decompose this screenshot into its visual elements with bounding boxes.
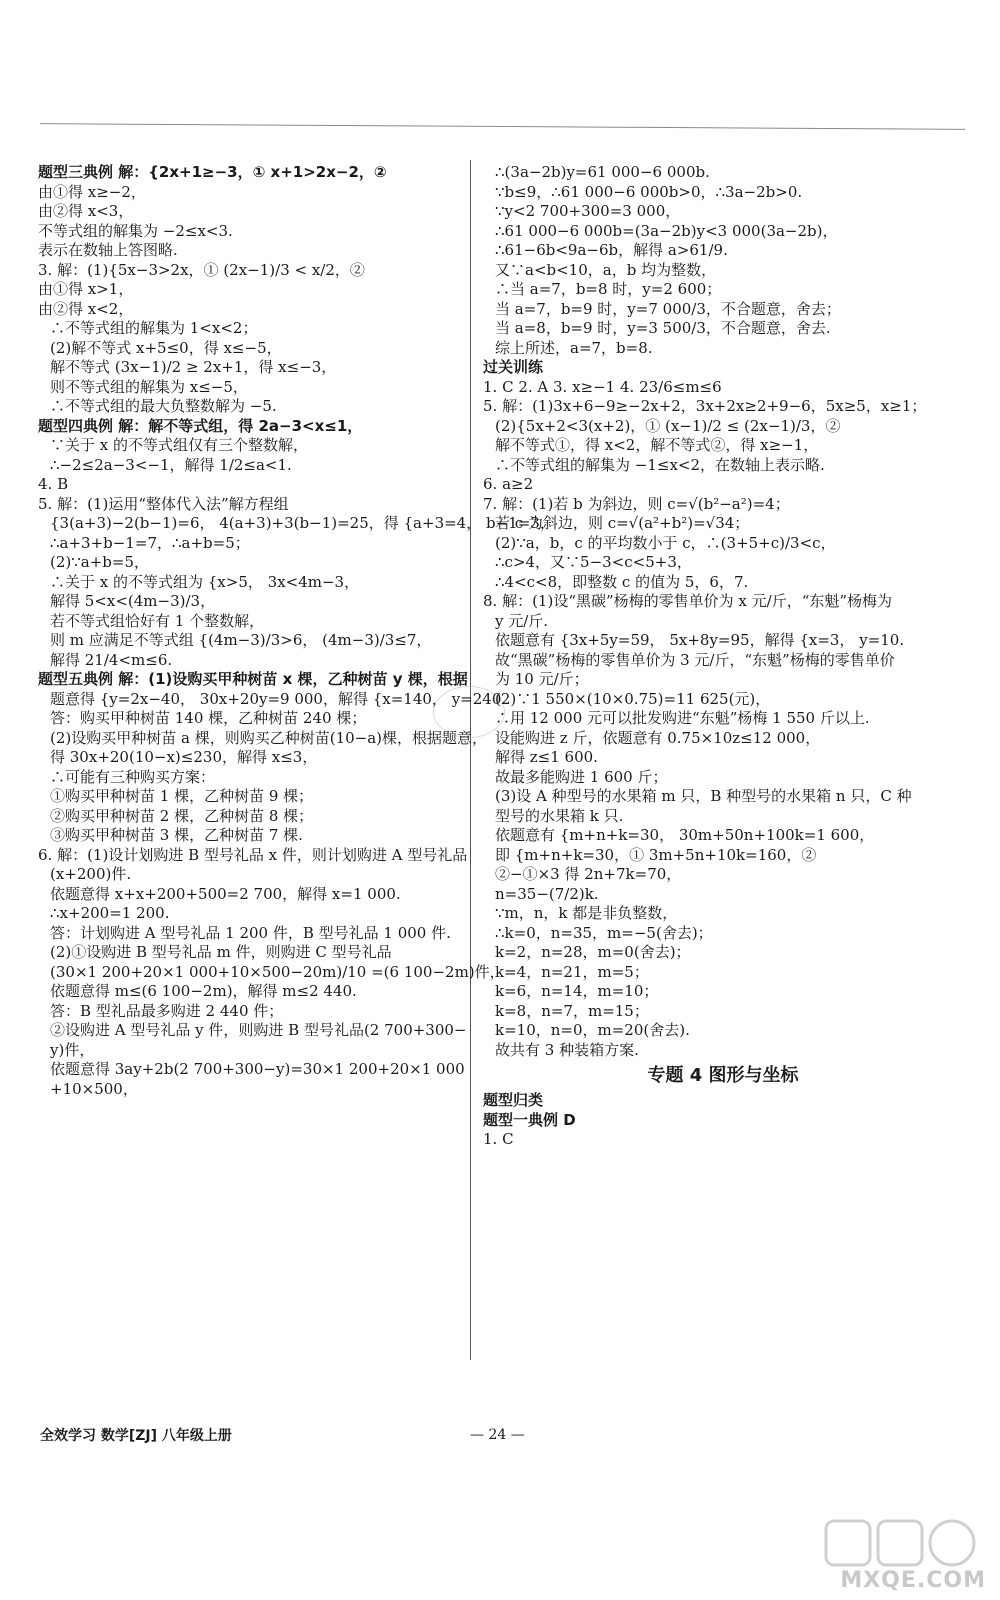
left-column-line: 解得 5<x<(4m−3)/3，: [50, 592, 216, 610]
left-column-line: ∵关于 x 的不等式组仅有三个整数解，: [50, 436, 308, 454]
left-column-line: (2)解不等式 x+5≤0，得 x≤−5，: [50, 338, 282, 357]
left-column-line: 5. 解：(1)运用“整体代入法”解方程组: [38, 494, 289, 513]
left-column-line: (x+200)件.: [50, 865, 132, 883]
right-column-line: ∴61−6b<9a−6b，解得 a>61/9.: [495, 241, 728, 259]
right-column-line: ∴61 000−6 000b=(3a−2b)y<3 000(3a−2b)，: [495, 221, 838, 240]
left-column-line: 6. 解：(1)设计划购进 B 型号礼品 x 件，则计划购进 A 型号礼品: [38, 845, 468, 864]
right-column-line: 过关训练: [483, 358, 544, 376]
left-column-line: 由①得 x>1，: [38, 280, 134, 298]
right-column-line: (2)∵a，b，c 的平均数小于 c，∴(3+5+c)/3<c，: [495, 533, 836, 552]
left-column-line: ②购买甲种树苗 2 棵，乙种树苗 8 棵；: [50, 806, 314, 825]
left-column-line: 题型五典例 解：(1)设购买甲种树苗 x 棵，乙种树苗 y 棵，根据: [38, 670, 468, 688]
right-column-line: k=4，n=21，m=5；: [495, 962, 649, 981]
right-column-line: 1. C: [483, 1130, 514, 1149]
left-column-line: ∴不等式组的最大负整数解为 −5.: [50, 397, 277, 415]
right-column-line: 故共有 3 种装箱方案.: [495, 1040, 639, 1059]
left-column-line: ∴关于 x 的不等式组为 {x>5， 3x<4m−3，: [50, 572, 360, 591]
right-column-line: 若 c 为斜边，则 c=√(a²+b²)=√34；: [495, 514, 750, 532]
left-column-line: ①购买甲种树苗 1 棵，乙种树苗 9 棵；: [50, 787, 314, 805]
left-column-line: 解得 21/4<m≤6.: [50, 650, 173, 669]
left-column-line: ∴可能有三种购买方案：: [50, 767, 216, 786]
left-column-line: 由②得 x<3，: [38, 202, 134, 220]
right-column-line: 型号的水果箱 k 只.: [495, 806, 624, 825]
left-column-line: 得 30x+20(10−x)≤230，解得 x≤3，: [50, 748, 318, 766]
left-column-line: (2)∵a+b=5，: [50, 553, 150, 571]
right-column-line: 当 a=7，b=9 时，y=7 000/3，不合题意，舍去；: [495, 299, 841, 318]
right-column-line: k=10，n=0，m=20(舍去).: [495, 1021, 690, 1039]
left-column-line: 答：购买甲种树苗 140 棵，乙种树苗 240 棵；: [50, 709, 367, 727]
right-column-line: 7. 解：(1)若 b 为斜边，则 c=√(b²−a²)=4；: [483, 494, 790, 513]
right-column-line: n=35−(7/2)k.: [495, 884, 599, 903]
right-column-line: 5. 解：(1)3x+6−9≥−2x+2，3x+2x≥2+9−6，5x≥5，x≥1；: [483, 397, 927, 415]
left-column-line: ∴−2≤2a−3<−1，解得 1/2≤a<1.: [50, 455, 292, 474]
right-column-line: 解得 z≤1 600.: [495, 748, 598, 766]
right-column-line: ∵b≤9，∴61 000−6 000b>0，∴3a−2b>0.: [495, 182, 803, 201]
left-column-line: 由②得 x<2，: [38, 299, 134, 318]
right-column-line: 1. C 2. A 3. x≥−1 4. 23/6≤m≤6: [483, 377, 722, 396]
left-column-line: ②设购进 A 型号礼品 y 件，则购进 B 型号礼品(2 700+300−: [50, 1021, 467, 1039]
left-column-line: (2)①设购进 B 型号礼品 m 件，则购进 C 型号礼品: [50, 943, 392, 961]
right-column-line: 为 10 元/斤；: [495, 670, 589, 688]
right-column-line: 题型一典例 D: [483, 1110, 576, 1129]
right-column: [483, 163, 963, 1150]
right-column-line: ∴c>4，又∵5−3<c<5+3，: [495, 553, 692, 571]
right-column-line: (2){5x+2<3(x+2)，① (x−1)/2 ≤ (2x−1)/3，②: [495, 416, 841, 435]
left-column-line: 解不等式 (3x−1)/2 ≥ 2x+1，得 x≤−3，: [50, 358, 337, 376]
right-column-line: 故最多能购进 1 600 斤；: [495, 767, 668, 786]
left-column-line: 3. 解：(1){5x−3>2x，① (2x−1)/3 < x/2，②: [38, 260, 365, 279]
right-column-line: ∴4<c<8，即整数 c 的值为 5，6，7.: [495, 572, 749, 591]
right-column-line: 8. 解：(1)设“黑碳”杨梅的零售单价为 x 元/斤，“东魁”杨梅为: [483, 592, 893, 610]
right-column-line: 故“黑碳”杨梅的零售单价为 3 元/斤，“东魁”杨梅的零售单价: [495, 650, 895, 669]
left-column-line: 依题意得 x+x+200+500=2 700，解得 x=1 000.: [50, 884, 401, 903]
right-column-line: ∵y<2 700+300=3 000，: [495, 202, 681, 220]
right-column-line: ∴(3a−2b)y=61 000−6 000b.: [495, 163, 710, 181]
left-column-line: 答：计划购进 A 型号礼品 1 200 件，B 型号礼品 1 000 件.: [50, 923, 451, 942]
right-column-line: ∵m，n，k 都是非负整数，: [495, 904, 678, 922]
left-column-line: (30×1 200+20×1 000+10×500−20m)/10 =(6 100−2m)件，: [50, 962, 505, 981]
left-column-line: ③购买甲种树苗 3 棵，乙种树苗 7 棵.: [50, 826, 303, 844]
left-column-line: 不等式组的解集为 −2≤x<3.: [38, 221, 233, 240]
right-column-line: 题型归类: [483, 1091, 544, 1110]
right-column-line: k=6，n=14，m=10；: [495, 982, 659, 1000]
left-column-line: ∴a+3+b−1=7，∴a+b=5；: [50, 533, 250, 552]
left-column-line: +10×500，: [50, 1079, 138, 1098]
right-column-line: k=8，n=7，m=15；: [495, 1001, 649, 1020]
left-column-line: 依题意得 3ay+2b(2 700+300−y)=30×1 200+20×1 000: [50, 1060, 465, 1078]
left-column-line: 题型三典例 解：{2x+1≥−3，① x+1>2x−2，②: [38, 163, 387, 181]
right-column-line: 专题 4 图形与坐标: [647, 1065, 799, 1086]
right-column-line: 设能购进 z 斤，依题意有 0.75×10z≤12 000，: [495, 728, 821, 747]
left-column-line: 答：B 型礼品最多购进 2 440 件；: [50, 1001, 284, 1020]
left-column-line: 题意得 {y=2x−40， 30x+20y=9 000，解得 {x=140， y=240.: [50, 689, 507, 708]
right-column-line: ∴不等式组的解集为 −1≤x<2，在数轴上表示略.: [495, 455, 825, 474]
left-column-line: 题型四典例 解：解不等式组，得 2a−3<x≤1，: [38, 416, 363, 435]
right-column-line: 综上所述，a=7，b=8.: [495, 338, 653, 357]
book-title: 全效学习 数学[ZJ] 八年级上册: [40, 1428, 232, 1444]
left-column-line: (2)设购买甲种树苗 a 棵，则购买乙种树苗(10−a)棵，根据题意，: [50, 728, 488, 747]
left-column-line: ∴不等式组的解集为 1<x<2；: [50, 319, 258, 337]
right-column-line: ∴k=0，n=35，m=−5(舍去)；: [495, 923, 713, 942]
left-column-line: 4. B: [38, 475, 69, 493]
right-column-line: (3)设 A 种型号的水果箱 m 只，B 种型号的水果箱 n 只，C 种: [495, 787, 912, 805]
left-column-line: 若不等式组恰好有 1 个整数解，: [50, 611, 265, 630]
right-column-line: k=2，n=28，m=0(舍去)；: [495, 943, 691, 961]
left-column-line: ∴x+200=1 200.: [50, 904, 170, 922]
right-column-line: 即 {m+n+k=30，① 3m+5n+10k=160，②: [495, 845, 817, 864]
column-divider: [470, 160, 471, 1360]
left-column-line: 则 m 应满足不等式组 {(4m−3)/3>6， (4m−3)/3≤7，: [50, 631, 432, 649]
right-column-line: 解不等式①，得 x<2，解不等式②，得 x≥−1，: [495, 436, 819, 454]
watermark-text: MXQE.COM: [840, 1568, 986, 1593]
left-column-line: 由①得 x≥−2，: [38, 182, 146, 201]
right-column-line: y 元/斤.: [495, 611, 549, 630]
left-column-line: 表示在数轴上答图略.: [38, 241, 178, 259]
left-column-line: 依题意得 m≤(6 100−2m)，解得 m≤2 440.: [50, 982, 357, 1000]
right-column-line: 依题意有 {m+n+k=30， 30m+50n+100k=1 600，: [495, 826, 875, 844]
left-column-line: 则不等式组的解集为 x≤−5，: [50, 377, 248, 396]
right-column-line: ∴用 12 000 元可以批发购进“东魁”杨梅 1 550 斤以上.: [495, 709, 870, 727]
right-column-line: 6. a≥2: [483, 475, 534, 493]
right-column-line: ②−①×3 得 2n+7k=70，: [495, 865, 682, 883]
right-column-line: (2)∵1 550×(10×0.75)=11 625(元)，: [495, 689, 771, 708]
page-number: — 24 —: [470, 1427, 525, 1443]
right-column-line: ∴当 a=7，b=8 时，y=2 600；: [495, 280, 722, 298]
right-column-line: 依题意有 {3x+5y=59， 5x+8y=95，解得 {x=3， y=10.: [495, 631, 905, 649]
left-column-line: {3(a+3)−2(b−1)=6， 4(a+3)+3(b−1)=25，得 {a+3=4， b−1=3，: [50, 514, 555, 532]
right-column-line: 当 a=8，b=9 时，y=3 500/3，不合题意，舍去.: [495, 319, 831, 337]
top-rule: [40, 123, 965, 130]
left-column-line: y)件，: [50, 1040, 95, 1059]
right-column-line: 又∵a<b<10，a，b 均为整数，: [495, 260, 717, 279]
